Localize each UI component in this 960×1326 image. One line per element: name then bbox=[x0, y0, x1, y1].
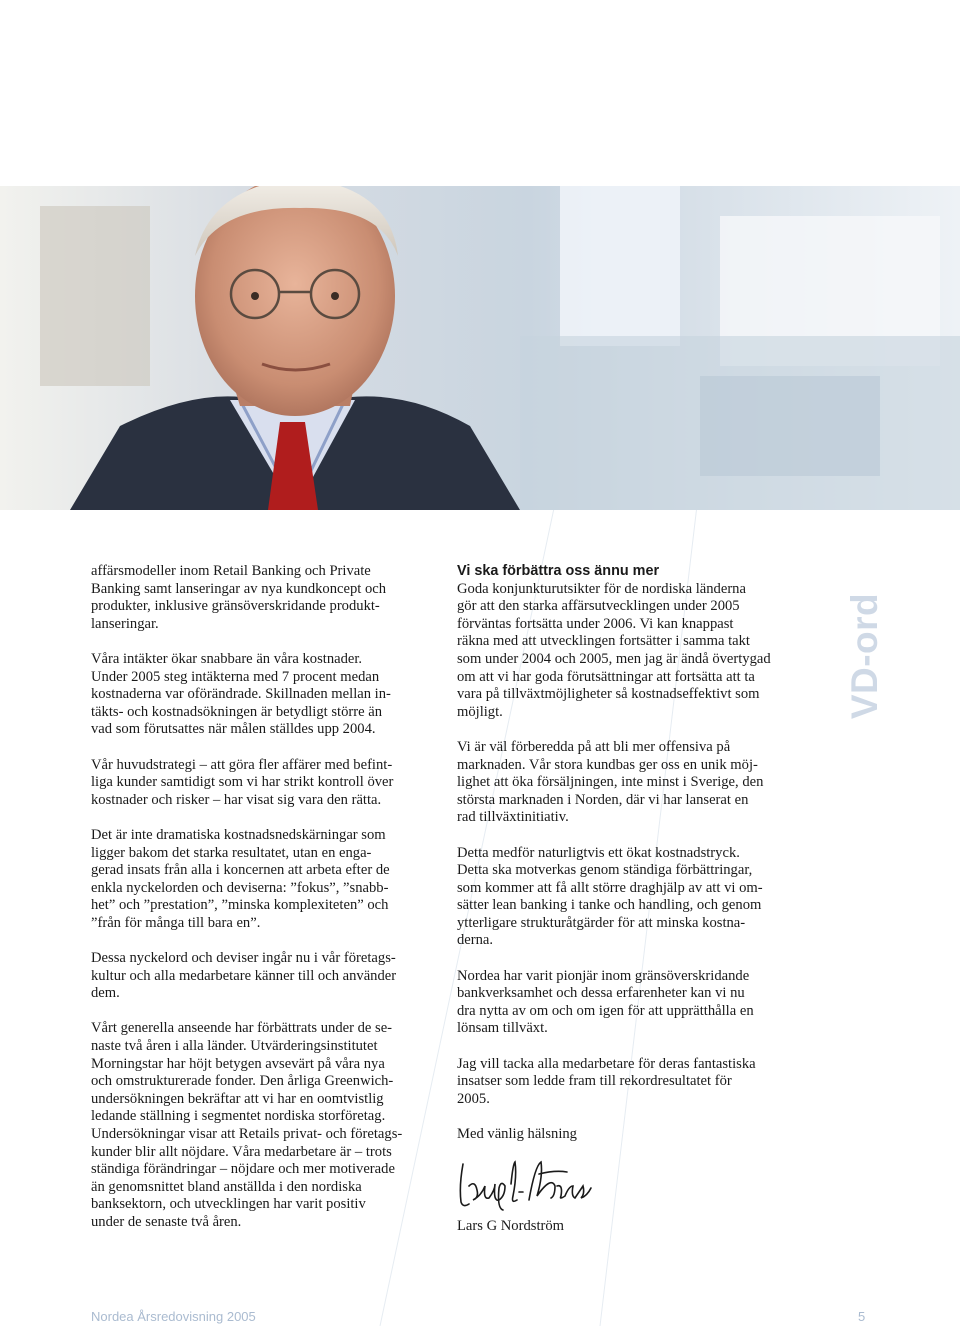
paragraph: Detta medför naturligtvis ett ökat kostnadstryck. Detta ska motverkas genom ständiga förbättringar, som kommer att få allt större draghjälp av att vi om- sätter lean banking i tanke och handling, och genom ytterligare strukturåtgärder för att minska kostna- derna. bbox=[457, 844, 763, 949]
footer-publication: Nordea Årsredovisning 2005 bbox=[91, 1309, 256, 1324]
portrait-photo bbox=[0, 186, 960, 510]
closing-greeting: Med vänlig hälsning bbox=[457, 1126, 577, 1142]
paragraph: Jag vill tacka alla medarbetare för deras fantastiska insatser som ledde fram till rekordresultatet för 2005. bbox=[457, 1055, 756, 1107]
footer-page-number: 5 bbox=[858, 1309, 866, 1324]
section-label-text: VD-ord bbox=[844, 592, 885, 720]
paragraph: Dessa nyckelord och deviser ingår nu i vår företags- kultur och alla medarbetare känner till och använder dem. bbox=[91, 950, 397, 1002]
paragraph: Det är inte dramatiska kostnadsnedskärningar som ligger bakom det starka resultatet, utan en enga- gerad insats från alla i koncernen att arbeta efter de enkla nyckelorden och deviserna: ”fokus”, ”snabb- het” och ”prestation”, ”minska komplexiteten” och ”från för många till bara en”. bbox=[91, 826, 390, 931]
paragraph: Vi är väl förberedda på att bli mer offensiva på marknaden. Vår stora kundbas ger oss en unik möj- lighet att öka försäljningen, inte minst i Sverige, den största marknaden i Norden, där vi har lanserat en rad tillväxtinitiativ. bbox=[457, 738, 764, 826]
paragraph: Vårt generella anseende har förbättrats under de se- naste två åren i alla länder. Utvärderingsinstitutet Morningstar har höjt betygen avsevärt på våra nya och omstrukturerade fonder. Den årliga Greenwich- undersökningen bekräftar att vi har en oomtvistlig ledande ställning i segmentet nordiska storföretag. Undersökningar visar att Retails privat- och företags- kunder blir allt nöjdare. Våra medarbetare är – trots ständiga förändringar – nöjdare och mer motiverade än genomsnittet bland anställda i den nordiska banksektorn, och utvecklingen har varit positiv under de senaste två åren. bbox=[91, 1020, 403, 1230]
paragraph: Våra intäkter ökar snabbare än våra kostnader. Under 2005 steg intäkterna med 7 procent medan kostnaderna var oförändrade. Skillnaden mellan in- täkts- och kostnadsökningen är betydligt större än vad som förutsattes när målen ställdes upp 2004. bbox=[91, 650, 391, 738]
section-heading: Vi ska förbättra oss ännu mer bbox=[457, 563, 660, 579]
section-label bbox=[835, 591, 895, 721]
handwritten-signature bbox=[455, 1156, 605, 1214]
signer-name: Lars G Nordström bbox=[457, 1218, 565, 1234]
paragraph: Vår huvudstrategi – att göra fler affärer med befint- liga kunder samtidigt som vi har strikt kontroll över kostnader och risker – har visat sig vara den rätta. bbox=[91, 756, 394, 808]
left-text-column bbox=[91, 563, 436, 1249]
right-text-column bbox=[457, 563, 802, 1161]
paragraph: Nordea har varit pionjär inom gränsöverskridande bankverksamhet och dessa erfarenheter kan vi nu dra nytta av om och om igen för att upprätthålla en lönsam tillväxt. bbox=[457, 967, 754, 1037]
paragraph: Goda konjunkturutsikter för de nordiska länderna gör att den starka affärsutvecklingen under 2005 förväntas fortsätta under 2006. Vi kan knappast räkna med att utvecklingen fortsätter i samma takt som under 2004 och 2005, men jag är ändå övertygad om att vi har goda förutsättningar att fortsätta att ta vara på tillväxtmöjligheter så kostnadseffektivt som möjligt. bbox=[457, 580, 771, 720]
paragraph: affärsmodeller inom Retail Banking och Private Banking samt lanseringar av nya kundkoncept och produkter, inklusive gränsöverskridande produkt- lanseringar. bbox=[91, 563, 387, 632]
